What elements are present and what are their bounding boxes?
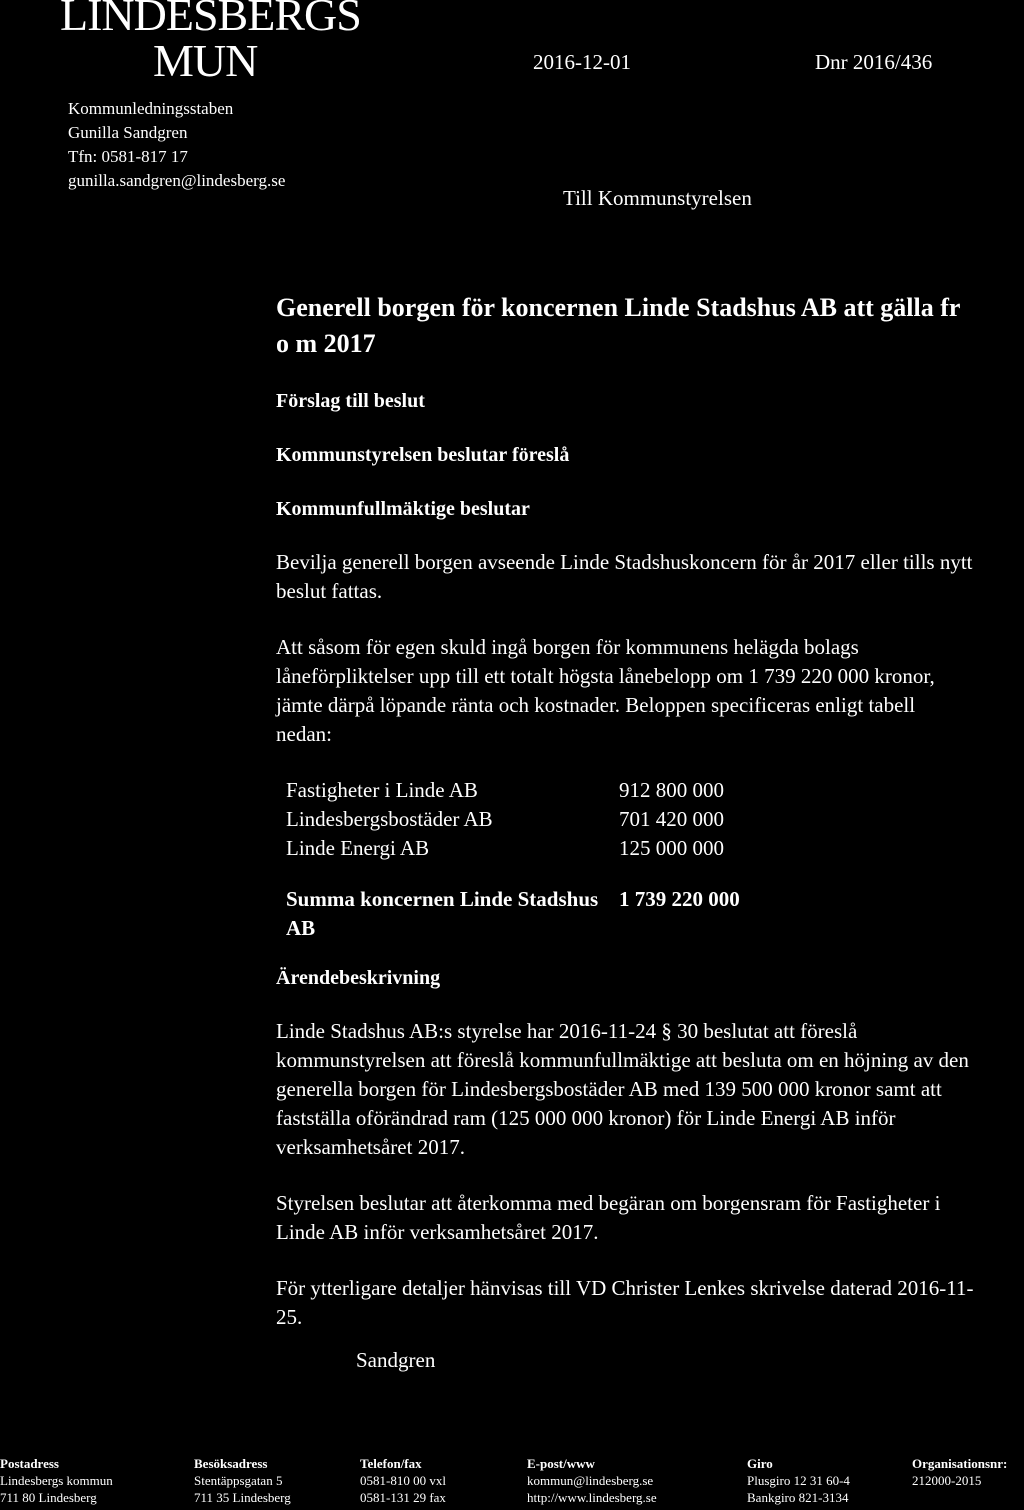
guarantee-amount: 912 800 000: [619, 778, 724, 802]
footer-giro-line1: Plusgiro 12 31 60-4: [747, 1473, 850, 1488]
proposal-heading: Förslag till beslut: [276, 390, 425, 412]
guarantee-amount: 125 000 000: [619, 836, 724, 860]
footer-phone-line2: 0581-131 29 fax: [360, 1490, 446, 1505]
case-paragraph-3: För ytterligare detaljer hänvisas till VD Christer Lenkes skrivelse daterad 2016-11-25.: [276, 1276, 974, 1329]
sender-name: Gunilla Sandgren: [68, 123, 188, 142]
guarantee-paragraph: Att såsom för egen skuld ingå borgen för kommunens helägda bolags låneförpliktelser upp till ett totalt högsta lånebelopp om 1 739 220 000 kronor, jämte därpå löpande ränta och kostnader. Beloppen specificeras enligt tabell nedan:: [276, 635, 935, 746]
table-row: [286, 805, 740, 834]
company-name: Lindesbergsbostäder AB: [286, 807, 493, 831]
sum-amount: 1 739 220 000: [619, 887, 740, 911]
footer-email-line2: http://www.lindesberg.se: [527, 1490, 657, 1505]
case-paragraph-1: Linde Stadshus AB:s styrelse har 2016-11-24 § 30 beslutat att föreslå kommunstyrelsen att föreslå kommunfullmäktige att besluta om en höjning av den generella borgen för Lindesbergsbostäder AB med 139 500 000 kronor samt att fastställa oförändrad ram (125 000 000 kronor) för Linde Energi AB inför verksamhetsåret 2017.: [276, 1019, 969, 1159]
table-sum-row: [286, 885, 740, 943]
footer-postal-line1: Lindesbergs kommun: [0, 1473, 113, 1488]
footer-giro: [747, 1455, 850, 1506]
footer-org: [912, 1455, 1007, 1489]
case-heading: Ärendebeskrivning: [276, 967, 441, 989]
guarantee-amount: 701 420 000: [619, 807, 724, 831]
footer-org-line1: 212000-2015: [912, 1473, 982, 1488]
company-name: Linde Energi AB: [286, 836, 430, 860]
footer-visit-line1: Stentäppsgatan 5: [194, 1473, 283, 1488]
sum-label: Summa koncernen Linde Stadshus AB: [286, 887, 599, 940]
table-row: [286, 776, 740, 805]
sender-department: Kommunledningsstaben: [68, 99, 234, 118]
footer-visit-line2: 711 35 Lindesberg: [194, 1490, 291, 1505]
footer-phone-heading: Telefon/fax: [360, 1456, 422, 1471]
guarantee-table: [286, 776, 740, 943]
footer-postal-heading: Postadress: [0, 1456, 59, 1471]
table-spacer: [286, 863, 740, 885]
logo-line-1: LINDESBERGS: [60, 0, 361, 40]
recipient: Till Kommunstyrelsen: [563, 186, 752, 210]
case-paragraph-2: Styrelsen beslutar att återkomma med begäran om borgensram för Fastigheter i Linde AB inför verksamhetsåret 2017.: [276, 1191, 941, 1244]
document-body: [276, 290, 976, 1359]
sender-email: gunilla.sandgren@lindesberg.se: [68, 171, 286, 190]
company-name: Fastigheter i Linde AB: [286, 778, 478, 802]
ks-heading: Kommunstyrelsen beslutar föreslå: [276, 444, 570, 466]
document-title: Generell borgen för koncernen Linde Stadshus AB att gälla fr o m 2017: [276, 293, 960, 358]
kf-heading: Kommunfullmäktige beslutar: [276, 498, 530, 520]
document-number: Dnr 2016/436: [815, 50, 933, 74]
footer-postal-line2: 711 80 Lindesberg: [0, 1490, 97, 1505]
document-date: 2016-12-01: [533, 50, 631, 74]
decision-paragraph: Bevilja generell borgen avseende Linde Stadshuskoncern för år 2017 eller tills nytt beslut fattas.: [276, 550, 973, 603]
sender-block: [68, 97, 285, 193]
footer-phone: [360, 1455, 446, 1506]
logo-line-2: MUN: [153, 35, 258, 86]
municipality-logo: [60, 0, 361, 84]
signature-name: Sandgren: [356, 1348, 436, 1372]
footer-email-heading: E-post/www: [527, 1456, 595, 1471]
table-row: [286, 834, 740, 863]
footer-visit: [194, 1455, 291, 1506]
footer-email-line1: kommun@lindesberg.se: [527, 1473, 654, 1488]
footer-email: [527, 1455, 657, 1506]
footer-giro-line2: Bankgiro 821-3134: [747, 1490, 849, 1505]
footer-visit-heading: Besöksadress: [194, 1456, 268, 1471]
footer-org-heading: Organisationsnr:: [912, 1456, 1008, 1471]
footer-giro-heading: Giro: [747, 1456, 773, 1471]
footer-phone-line1: 0581-810 00 vxl: [360, 1473, 446, 1488]
footer-postal: [0, 1455, 113, 1506]
sender-phone: Tfn: 0581-817 17: [68, 147, 188, 166]
